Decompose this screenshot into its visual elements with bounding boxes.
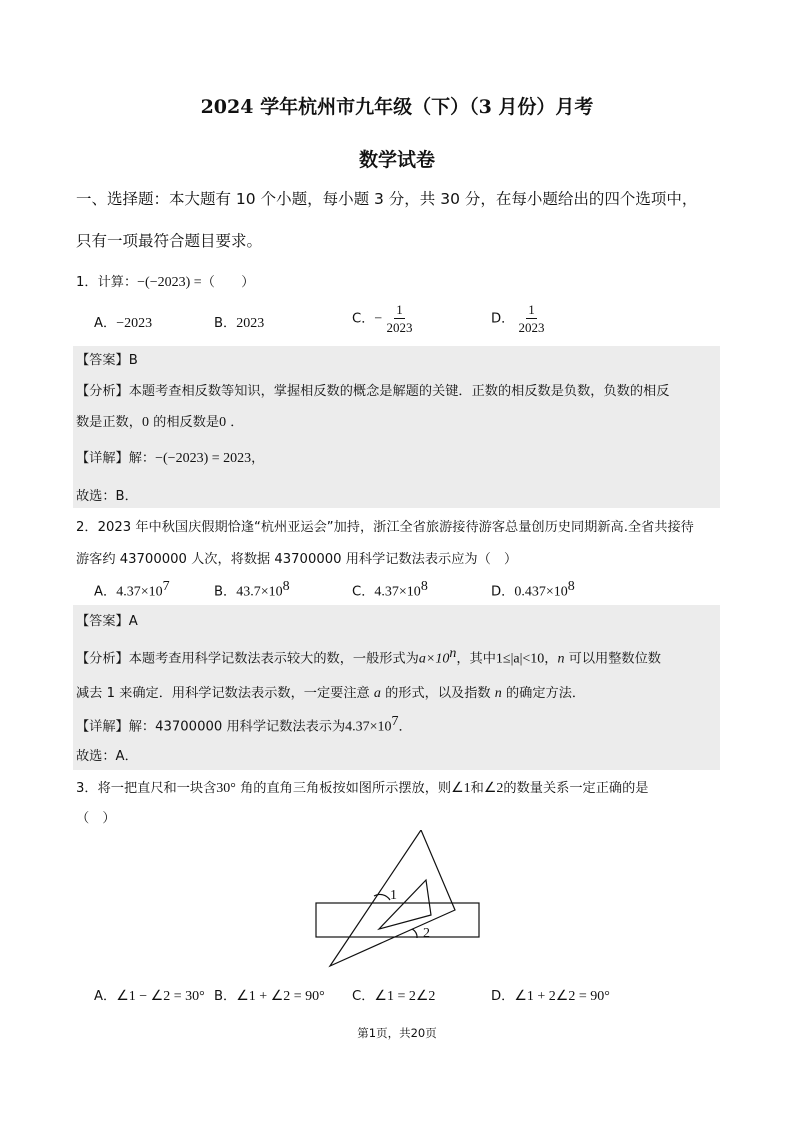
angle-2-label: 2 [423,926,430,941]
q1-expression: −(−2023) = [137,275,202,290]
exam-title: 2024 学年杭州市九年级（下）（3 月份）月考 [200,96,594,118]
q2-analysis-line1: 【分析】本题考查用科学记数法表示较大的数，一般形式为$a\times 10^n$，其中1≤|a|<10，n 可以用整数位数 [76,646,661,667]
section-heading-line2: 只有一项最符合题目要求。 [76,232,263,250]
angle-1-label: 1 [390,888,397,903]
q1-analysis-line1: 【分析】本题考查相反数等知识，掌握相反数的概念是解题的关键．正数的相反数是负数，负数的相反 [76,384,670,399]
section-heading-line1: 一、选择题：本大题有 10 个小题，每小题 3 分，共 30 分，在每小题给出的四个选项中， [76,190,698,208]
question-2-stem-line2: 游客约 43700000 人次，将数据 43700000 用科学记数法表示应为（ ） [76,552,518,567]
page-footer: 第1页，共20页 [357,1026,437,1040]
q2-analysis-line2: 减去 1 来确定．用科学记数法表示数，一定要注意 a 的形式，以及指数 n 的确定方法． [76,686,586,701]
q2-option-b: B．$43.7\times 10^8$ [214,579,290,600]
q2-option-a: A．$4.37\times 10^7$ [94,579,170,600]
q3-option-b: B．∠1 + ∠2 = 90° [214,989,325,1004]
question-1-stem: 1．计算：−(−2023) =（ ） [76,275,255,290]
q2-option-d: D．$0.437\times 10^8$ [491,579,575,600]
q3-option-c: C．∠1 = 2∠2 [352,989,436,1004]
q1-option-c-fraction: $\frac{1}{2023}$ [386,302,413,335]
q2-conclusion: 故选：A． [76,749,138,764]
question-3-paren: （ ） [76,811,116,826]
q1-answer: 【答案】B [76,353,138,368]
q2-option-c: C．$4.37\times 10^8$ [352,579,428,600]
q1-option-b: B．2023 [214,316,265,331]
q1-option-a: A．−2023 [94,316,153,331]
q1-option-d: D． $\frac{1}{2023}$ [491,302,545,335]
q1-option-c: C．− $\frac{1}{2023}$ [352,302,413,335]
q1-conclusion: 故选：B． [76,489,138,504]
triangle-inner [379,880,431,929]
q1-option-d-fraction: $\frac{1}{2023}$ [518,302,545,335]
q3-option-d: D．∠1 + 2∠2 = 90° [491,989,610,1004]
q1-detail: 【详解】解：−(−2023) = 2023， [76,451,265,466]
q1-analysis-line2: 数是正数，0 的相反数是0 ． [76,415,244,430]
exam-subtitle: 数学试卷 [358,149,435,171]
ruler-triangle-figure [300,830,500,975]
q3-option-a: A．∠1 − ∠2 = 30° [94,989,205,1004]
question-3-stem: 3．将一把直尺和一块含30° 角的直角三角板按如图所示摆放，则∠1和∠2的数量关系一定正确的是 [76,781,649,796]
q2-answer: 【答案】A [76,614,138,629]
question-2-stem-line1: 2．2023 年中秋国庆假期恰逢“杭州亚运会”加持，浙江全省旅游接待游客总量创历史同期新高.全省共接待 [76,520,694,535]
q2-detail: 【详解】解：43700000 用科学记数法表示为$4.37\times 10^7$． [76,714,412,735]
